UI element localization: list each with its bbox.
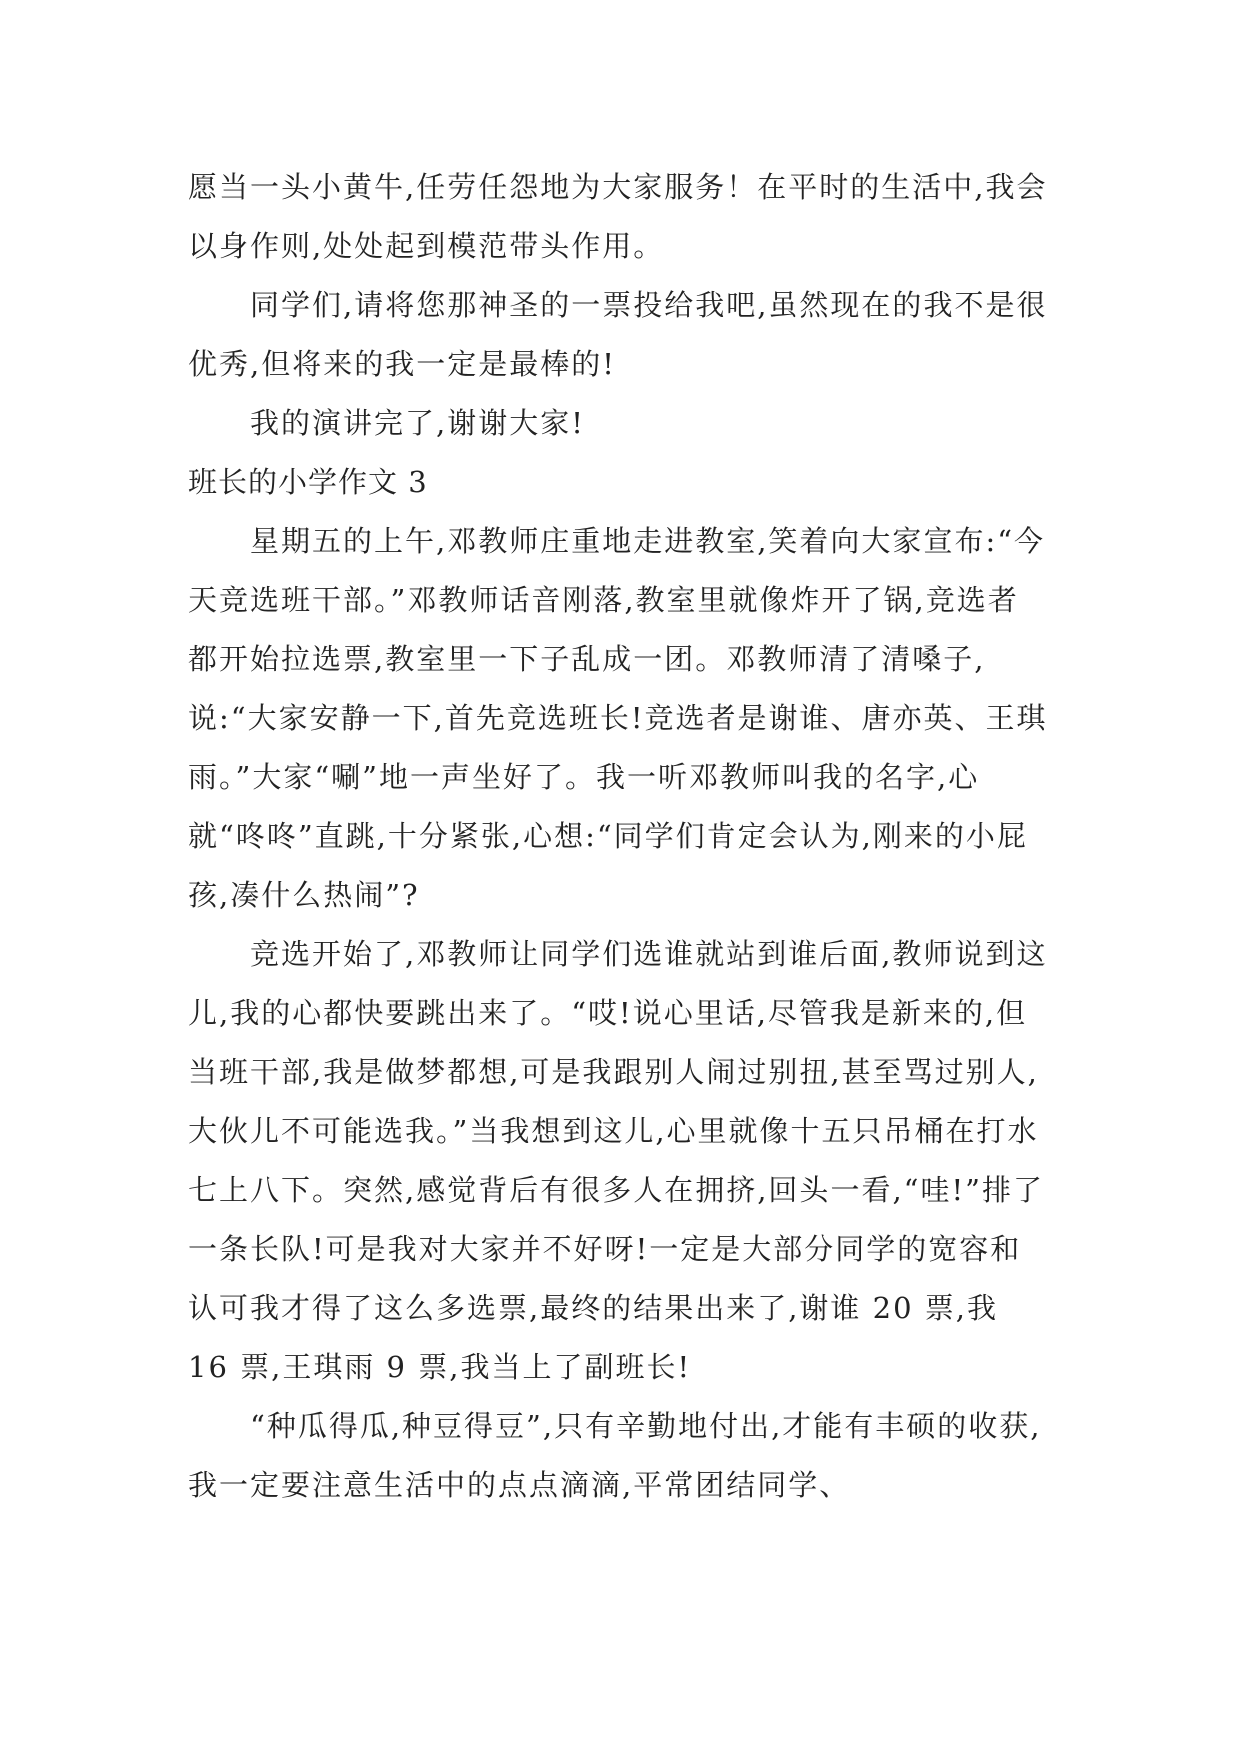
paragraph-4: 星期五的上午,邓教师庄重地走进教室,笑着向大家宣布:“今天竞选班干部。”邓教师话音刚落,教室里就像炸开了锅,竞选者都开始拉选票,教室里一下子乱成一团。邓教师清了清嗓子,说:“大家安静一下,首先竞选班长!竞选者是谢谁、唐亦英、王琪雨。”大家“唰”地一声坐好了。我一听邓教师叫我的名字,心就“咚咚”直跳,十分紧张,心想:“同学们肯定会认为,刚来的小屁孩,凑什么热闹”?: [188, 524, 1048, 912]
paragraph-5: 竞选开始了,邓教师让同学们选谁就站到谁后面,教师说到这儿,我的心都快要跳出来了。“哎!说心里话,尽管我是新来的,但当班干部,我是做梦都想,可是我跟别人闹过别扭,甚至骂过别人,大伙儿不可能选我。”当我想到这儿,心里就像十五只吊桶在打水七上八下。突然,感觉背后有很多人在拥挤,回头一看,“哇!”排了一条长队!可是我对大家并不好呀!一定是大部分同学的宽容和认可我才得了这么多选票,最终的结果出来了,谢谁 20 票,我 16 票,王琪雨 9 票,我当上了副班长!: [188, 937, 1048, 1384]
paragraph-1: 愿当一头小黄牛,任劳任怨地为大家服务！在平时的生活中,我会以身作则,处处起到模范带头作用。: [188, 170, 1048, 263]
document-body: [188, 158, 1048, 1515]
paragraph-3: 我的演讲完了,谢谢大家!: [250, 406, 585, 440]
paragraph-6: “种瓜得瓜,种豆得豆”,只有辛勤地付出,才能有丰硕的收获,我一定要注意生活中的点点滴滴,平常团结同学、: [188, 1409, 1042, 1502]
section-title: 班长的小学作文 3: [188, 465, 428, 499]
paragraph-2: 同学们,请将您那神圣的一票投给我吧,虽然现在的我不是很优秀,但将来的我一定是最棒的!: [188, 288, 1048, 381]
